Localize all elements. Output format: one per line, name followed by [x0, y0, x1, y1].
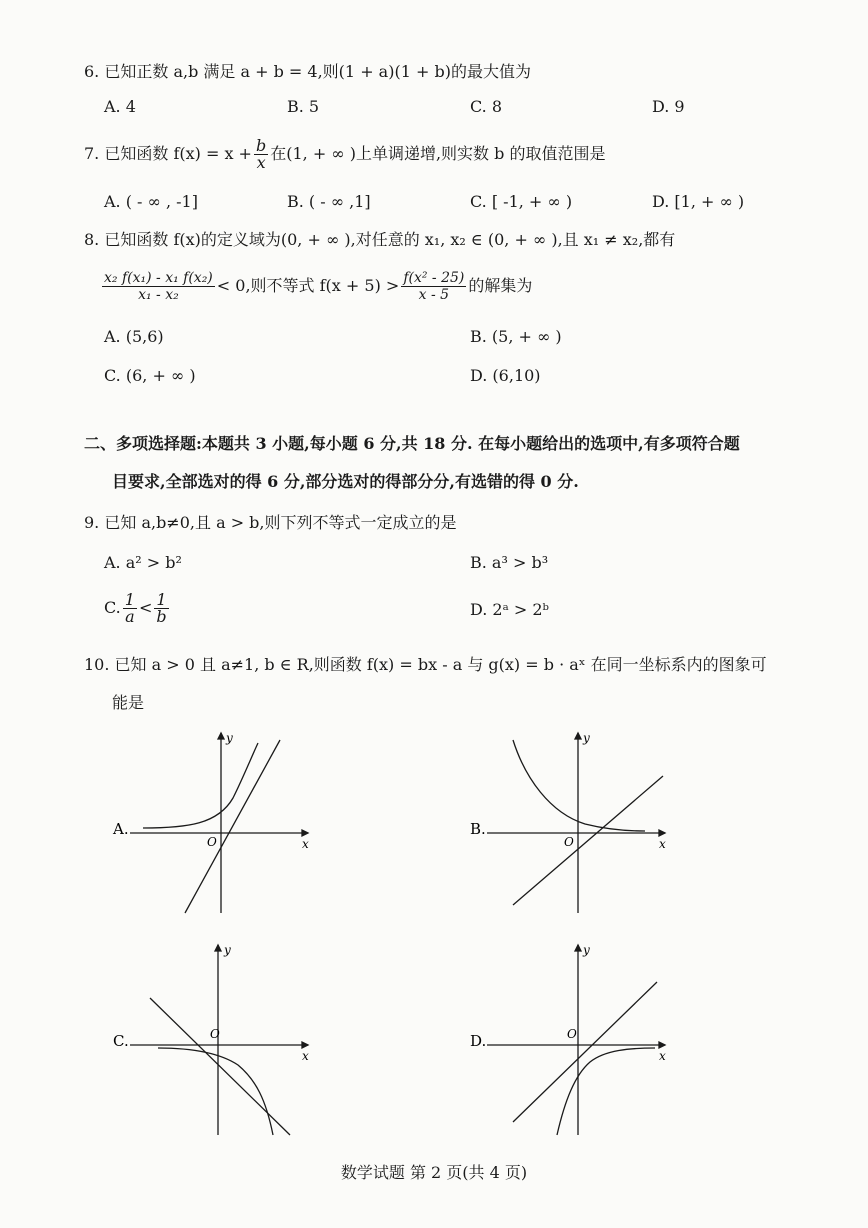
q9-c-lhs-den: a	[125, 607, 135, 626]
graph-d-x-label: x	[659, 1049, 666, 1063]
q7-option-a: A. ( - ∞ , -1]	[104, 192, 198, 211]
q9-c-lhs-num: 1	[124, 590, 135, 609]
q9-stem: 9. 已知 a,b≠0,且 a > b,则下列不等式一定成立的是	[84, 513, 457, 532]
q8-frac2-num: f(x² - 25)	[403, 270, 465, 286]
q10-graph-d	[465, 940, 685, 1140]
graph-c-y-label: y	[224, 943, 231, 957]
q7-fraction	[254, 138, 268, 171]
q9-c-rhs-den: b	[156, 607, 167, 626]
q9-option-c	[104, 588, 171, 628]
q8-frac2-den: x - 5	[418, 287, 450, 303]
q9-option-c-lhs	[123, 592, 137, 625]
q6-stem: 6. 已知正数 a,b 满足 a + b = 4,则(1 + a)(1 + b)的最大值为	[84, 62, 531, 81]
q10-graph-c	[108, 940, 328, 1140]
q8-stem-line2	[100, 266, 532, 306]
q10-stem-line1: 10. 已知 a > 0 且 a≠1, b ∈ R,则函数 f(x) = bx - a 与 g(x) = b · aˣ 在同一坐标系内的图象可	[84, 655, 767, 674]
q8-option-b: B. (5, + ∞ )	[470, 327, 562, 346]
q7-option-c: C. [ -1, + ∞ )	[470, 192, 573, 211]
graph-b-label: B.	[470, 820, 486, 838]
q8-end: 的解集为	[468, 276, 533, 295]
q7-suffix: 在(1, + ∞ )上单调递增,则实数 b 的取值范围是	[270, 144, 606, 163]
q8-option-a: A. (5,6)	[104, 327, 164, 346]
q8-option-d: D. (6,10)	[470, 366, 541, 385]
q8-fraction-1	[102, 270, 215, 303]
graph-b-origin: O	[564, 835, 574, 849]
graph-d-origin: O	[567, 1027, 577, 1041]
q8-stem-line1: 8. 已知函数 f(x)的定义域为(0, + ∞ ),对任意的 x₁, x₂ ∈ (0, + ∞ ),且 x₁ ≠ x₂,都有	[84, 230, 676, 249]
section2-heading-line1: 二、多项选择题:本题共 3 小题,每小题 6 分,共 18 分. 在每小题给出的选项中,有多项符合题	[84, 434, 740, 453]
graph-a-origin: O	[207, 835, 217, 849]
q6-option-a: A. 4	[104, 97, 136, 116]
q8-option-c: C. (6, + ∞ )	[104, 366, 196, 385]
q9-option-a: A. a² > b²	[104, 553, 182, 572]
q9-c-rhs-num: 1	[156, 590, 167, 609]
graph-c-x-label: x	[302, 1049, 309, 1063]
q9-option-c-label: C.	[104, 598, 121, 617]
graph-b-x-label: x	[659, 837, 666, 851]
graph-a-label: A.	[113, 820, 129, 838]
q10-graph-a	[108, 728, 328, 918]
q9-option-d: D. 2ᵃ > 2ᵇ	[470, 600, 549, 619]
page-footer: 数学试题 第 2 页(共 4 页)	[340, 1163, 528, 1182]
graph-c-origin: O	[210, 1027, 220, 1041]
graph-d-label: D.	[470, 1032, 487, 1050]
q6-option-d: D. 9	[652, 97, 685, 116]
graph-c-label: C.	[113, 1032, 129, 1050]
q9-option-c-op: <	[138, 598, 153, 617]
q7-prefix: 7. 已知函数 f(x) = x +	[84, 144, 252, 163]
q7-stem	[84, 134, 605, 174]
q6-option-b: B. 5	[287, 97, 320, 116]
q9-option-b: B. a³ > b³	[470, 553, 549, 572]
q10-stem-line2: 能是	[112, 693, 145, 712]
q8-frac1-num: x₂ f(x₁) - x₁ f(x₂)	[104, 270, 213, 286]
graph-a-y-label: y	[226, 731, 233, 745]
q8-mid: < 0,则不等式 f(x + 5) >	[216, 276, 400, 295]
section2-heading-line2: 目要求,全部选对的得 6 分,部分选对的得部分分,有选错的得 0 分.	[112, 472, 579, 491]
q7-option-d: D. [1, + ∞ )	[652, 192, 745, 211]
q10-graph-b	[465, 728, 685, 918]
q7-frac-num: b	[255, 136, 267, 155]
q7-frac-den: x	[256, 153, 266, 172]
graph-b-y-label: y	[583, 731, 590, 745]
q7-option-b: B. ( - ∞ ,1]	[287, 192, 371, 211]
graph-a-x-label: x	[302, 837, 309, 851]
graph-d-y-label: y	[583, 943, 590, 957]
q6-option-c: C. 8	[470, 97, 503, 116]
q9-option-c-rhs	[154, 592, 168, 625]
q8-fraction-2	[401, 270, 466, 303]
q8-frac1-den: x₁ - x₂	[138, 287, 179, 303]
